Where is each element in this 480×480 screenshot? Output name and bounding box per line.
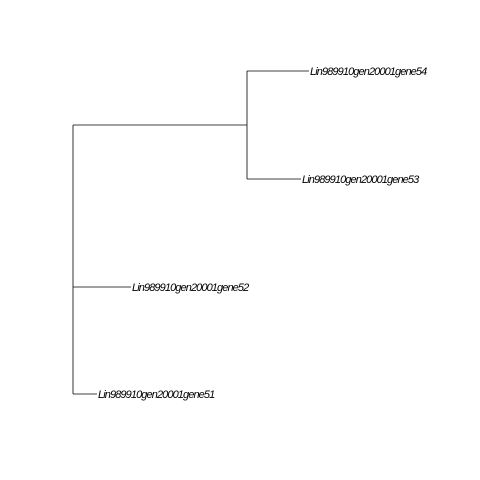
tip-label-gene51: Lin989910gen20001gene51 xyxy=(98,389,215,401)
tip-label-gene53: Lin989910gen20001gene53 xyxy=(302,174,419,186)
tip-label-gene52: Lin989910gen20001gene52 xyxy=(132,282,249,294)
tip-label-gene54: Lin989910gen20001gene54 xyxy=(310,66,427,78)
